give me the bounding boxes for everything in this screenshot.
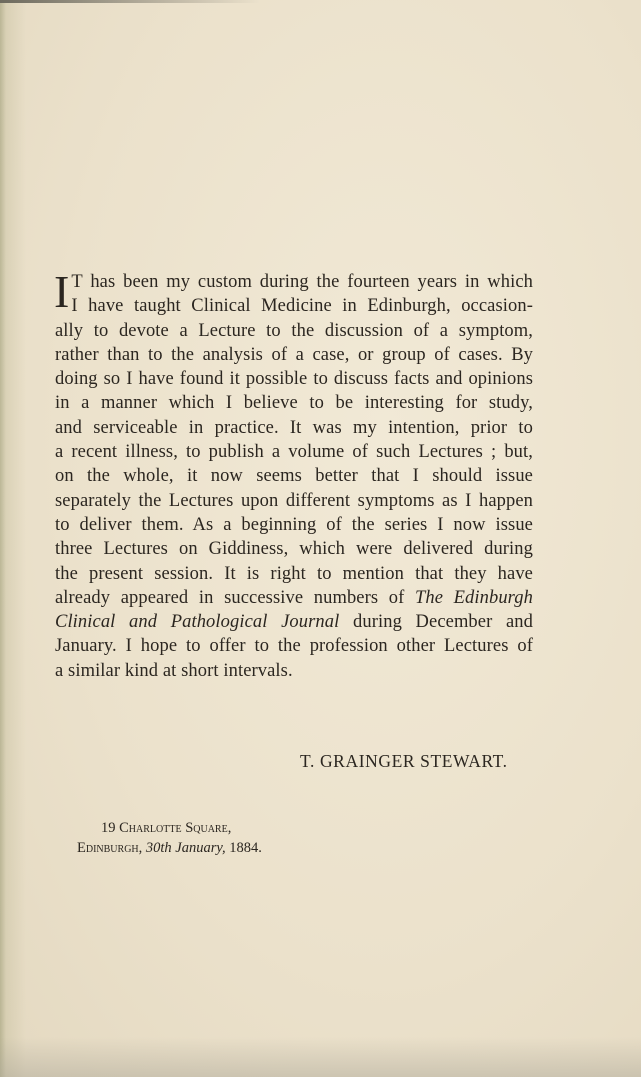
street-address: 19 Charlotte Square, [101,820,232,836]
text-fragment: during December and [353,612,533,633]
text-line: in a manner which I believe to be interesting for study, [55,393,533,414]
drop-cap: I [54,266,70,317]
text-line: a recent illness, to publish a volume of such Lectures ; but, [55,442,533,463]
text-line: doing so I have found it possible to discuss facts and opinions [55,369,533,390]
text-line: on the whole, it now seems better that I should issue [55,466,533,487]
text-line: and serviceable in practice. It was my intention, prior to [55,417,533,438]
place-date [77,838,262,858]
address-block [77,818,262,858]
text-line: T has been my custom during the fourteen years in which [71,272,533,292]
preface-paragraph [54,266,533,683]
date: 30th January, [145,840,226,856]
text-line-with-title [55,586,533,610]
text-line: I have taught Clinical Medicine in Edinburgh, occasion- [71,296,533,317]
text-fragment: already appeared in successive numbers of [55,587,405,608]
text-line: separately the Lectures upon different symptoms as I happen [55,490,533,511]
journal-title-part1: The Edinburgh [414,587,533,608]
journal-title-part2: Clinical and Pathological Journal [55,612,340,633]
text-line: rather than to the analysis of a case, or group of cases. By [55,344,533,365]
text-line: a similar kind at short intervals. [55,660,293,681]
text-line-with-title [55,610,533,634]
text-line: January. I hope to offer to the profession other Lectures of [55,636,533,657]
author-signature: T. GRAINGER STEWART. [300,751,508,771]
text-line: ally to devote a Lecture to the discussion of a symptom, [55,320,533,341]
city: Edinburgh, [77,840,143,856]
text-line: the present session. It is right to mention that they have [55,563,533,584]
preface-text [54,266,533,683]
page-edge-rule [0,0,260,3]
year: 1884. [229,840,262,856]
page-bottom-shadow [0,1037,641,1077]
text-line: to deliver them. As a beginning of the series I now issue [55,514,533,535]
text-line: three Lectures on Giddiness, which were delivered during [55,539,533,560]
